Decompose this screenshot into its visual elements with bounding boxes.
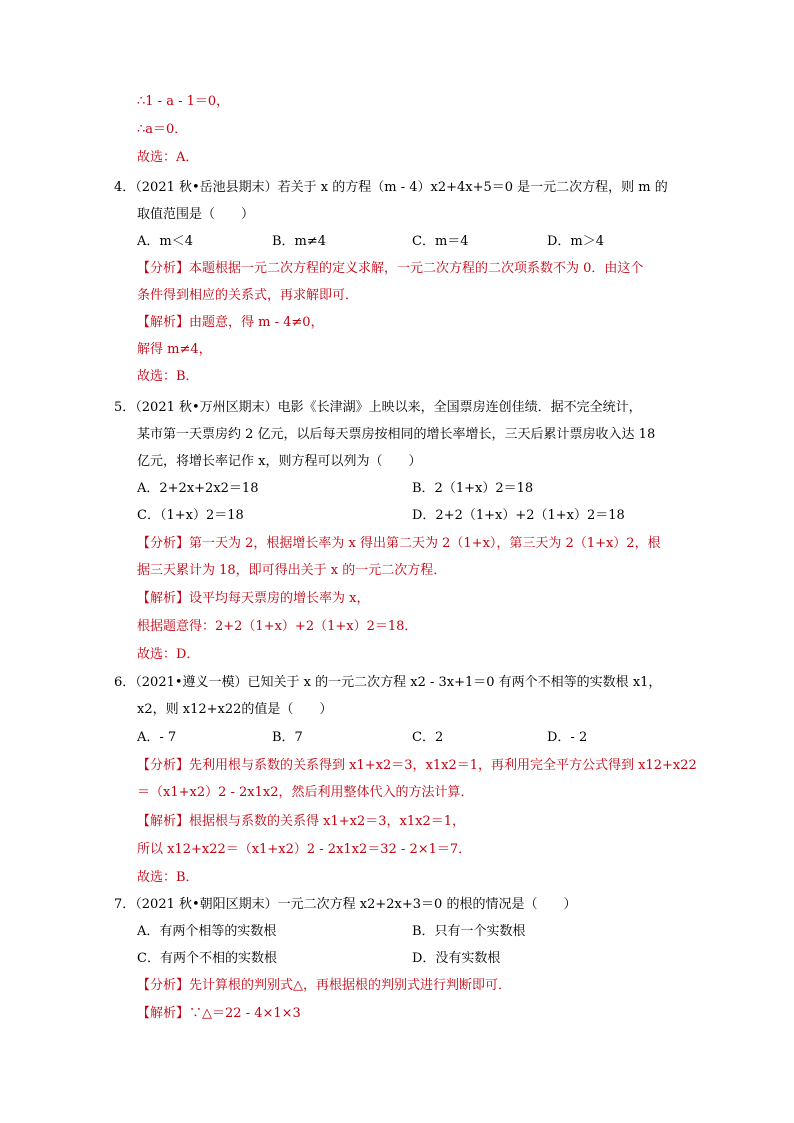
solution-tag: 【解析】 <box>137 1006 190 1021</box>
q4-options <box>0 232 794 252</box>
q4-answer: 故选：B． <box>137 369 199 384</box>
q5-option-d: D．2+2（1+x）+2（1+x）2＝18 <box>412 508 625 523</box>
q3-answer: 故选：A． <box>137 150 199 165</box>
q6-stem-line-1: 6．（2021•遵义一模）已知关于 x 的一元二次方程 x2 - 3x+1＝0 有两个不相等的实数根 x1， <box>114 675 662 690</box>
q5-analysis-line-2: 据三天累计为 18，即可得出关于 x 的一元二次方程． <box>137 563 447 578</box>
analysis-tag: 【分析】 <box>137 758 190 773</box>
q6-option-d: D．- 2 <box>547 730 588 745</box>
q4-solution-line-1 <box>137 313 324 333</box>
q4-option-d: D．m＞4 <box>547 234 605 249</box>
q4-analysis-line-1 <box>137 259 643 279</box>
q5-solution-line-1 <box>137 589 369 609</box>
solution-tag: 【解析】 <box>137 591 190 606</box>
q5-option-b: B．2（1+x）2＝18 <box>412 481 534 496</box>
q5-analysis-text-1: 第一天为 2，根据增长率为 x 得出第二天为 2（1+x），第三天为 2（1+x）2，根 <box>189 536 661 551</box>
q6-analysis-line-2: ＝（x1+x2）2 - 2x1x2，然后利用整体代入的方法计算． <box>137 785 474 800</box>
q3-step-2: ∴a＝0． <box>137 122 188 137</box>
q7-option-a: A．有两个相等的实数根 <box>137 924 277 939</box>
q7-option-d: D．没有实数根 <box>412 951 501 966</box>
q4-option-b: B．m≠4 <box>272 234 327 249</box>
q5-stem-line-3: 亿元，将增长率记作 x，则方程可以列为（ ） <box>137 454 422 469</box>
q7-analysis-line-1 <box>137 976 511 996</box>
q6-option-b: B．7 <box>272 730 303 745</box>
q5-options-row-2 <box>0 506 794 526</box>
q4-stem-line-1: 4．（2021 秋•岳池县期末）若关于 x 的方程（m - 4）x2+4x+5＝0 是一元二次方程，则 m 的 <box>114 180 668 195</box>
q7-solution-line-1 <box>137 1004 301 1024</box>
q5-solution-line-2: 根据题意得：2+2（1+x）+2（1+x）2＝18． <box>137 619 418 634</box>
q6-options <box>0 728 794 748</box>
q6-option-a: A．- 7 <box>137 730 177 745</box>
q4-analysis-line-2: 条件得到相应的关系式，再求解即可． <box>137 288 359 303</box>
q5-solution-text-1: 设平均每天票房的增长率为 x， <box>189 591 370 606</box>
q5-analysis-line-1 <box>137 534 661 554</box>
q5-option-a: A．2+2x+2x2＝18 <box>137 481 259 496</box>
q3-step-1: ∴1 - a - 1＝0， <box>137 94 230 109</box>
q4-analysis-text-1: 本题根据一元二次方程的定义求解，一元二次方程的二次项系数不为 0．由这个 <box>189 261 644 276</box>
solution-tag: 【解析】 <box>137 814 190 829</box>
analysis-tag: 【分析】 <box>137 978 190 993</box>
q6-option-c: C．2 <box>412 730 444 745</box>
q7-options-row-1 <box>0 922 794 942</box>
q7-solution-text-1: ∵△＝22 - 4×1×3 <box>189 1006 301 1021</box>
q5-stem-line-1: 5．（2021 秋•万州区期末）电影《长津湖》上映以来，全国票房连创佳绩．据不完全统计， <box>114 400 642 415</box>
q4-stem-line-2: 取值范围是（ ） <box>137 207 255 222</box>
q5-options-row-1 <box>0 479 794 499</box>
q7-stem-line-1: 7．（2021 秋•朝阳区期末）一元二次方程 x2+2x+3＝0 的根的情况是（ ） <box>114 897 577 912</box>
q6-analysis-text-1: 先利用根与系数的关系得到 x1+x2＝3，x1x2＝1，再利用完全平方公式得到 x12+x22 <box>189 758 697 773</box>
q4-solution-text-1: 由题意，得 m - 4≠0， <box>189 315 324 330</box>
q5-stem-line-2: 某市第一天票房约 2 亿元，以后每天票房按相同的增长率增长，三天后累计票房收入达 18 <box>137 427 656 442</box>
q4-option-c: C．m＝4 <box>412 234 469 249</box>
q4-option-a: A．m＜4 <box>137 234 193 249</box>
q7-option-b: B．只有一个实数根 <box>412 924 526 939</box>
q6-analysis-line-1 <box>137 756 697 776</box>
q7-analysis-text-1: 先计算根的判别式△，再根据根的判别式进行判断即可． <box>189 978 512 993</box>
analysis-tag: 【分析】 <box>137 536 190 551</box>
q6-solution-line-1 <box>137 812 465 832</box>
q6-solution-line-2: 所以 x12+x22＝（x1+x2）2 - 2x1x2＝32 - 2×1＝7． <box>137 842 472 857</box>
q7-options-row-2 <box>0 949 794 969</box>
solution-tag: 【解析】 <box>137 315 190 330</box>
q6-answer: 故选：B． <box>137 870 199 885</box>
q6-stem-line-2: x2，则 x12+x22的值是（ ） <box>137 702 333 717</box>
q7-option-c: C．有两个不相的实数根 <box>137 951 277 966</box>
q5-answer: 故选：D． <box>137 647 200 662</box>
q4-solution-line-2: 解得 m≠4， <box>137 342 212 357</box>
analysis-tag: 【分析】 <box>137 261 190 276</box>
q6-solution-text-1: 根据根与系数的关系得 x1+x2＝3，x1x2＝1， <box>189 814 465 829</box>
q5-option-c: C．（1+x）2＝18 <box>137 508 244 523</box>
